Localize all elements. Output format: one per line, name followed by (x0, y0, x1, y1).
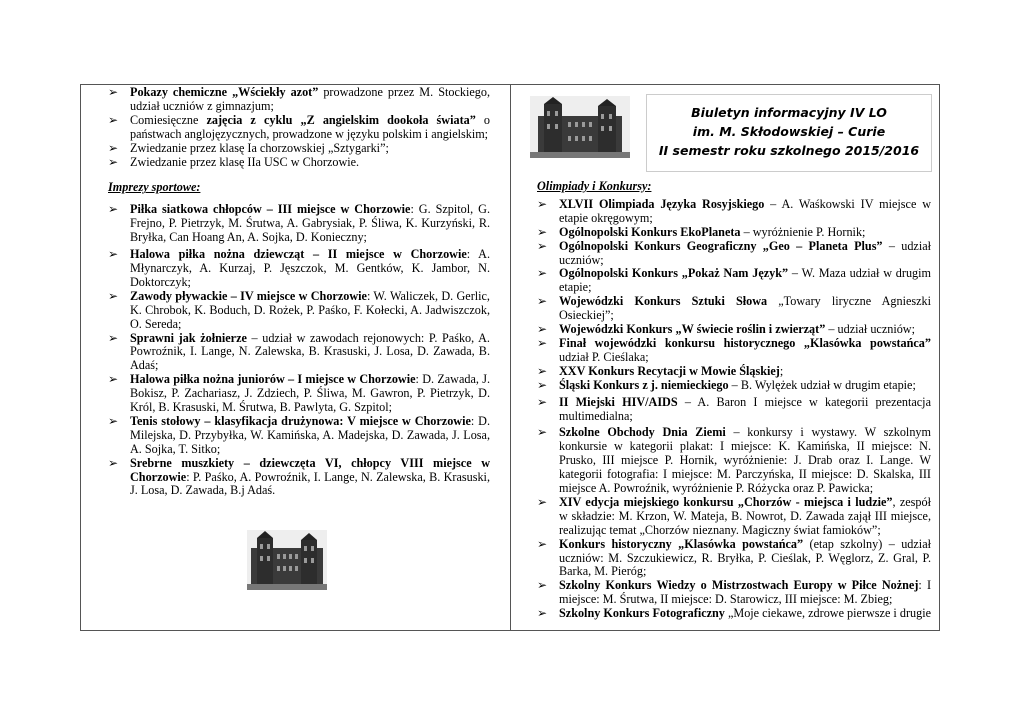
arrow-bullet-icon (537, 365, 547, 379)
list-item: ➢ Wojewódzki Konkurs Sztuki Słowa „Towary liryczne Agnieszki Osieckiej”; (535, 295, 931, 323)
list-item: ➢ Finał wojewódzki konkursu historycznego „Klasówka powstańca” udział P. Cieślaka; (535, 337, 931, 365)
list-item: ➢ Srebrne muszkiety – dziewczęta VI, chłopcy VIII miejsce w Chorzowie: P. Paśko, A. Powroźnik, I. Lange, N. Zalewska, B. Krasuski, J. Losa, D. Zawada, B.j Adaś. (106, 457, 490, 499)
list-item: ➢ Ogólnopolski Konkurs „Pokaż Nam Język” – W. Maza udział w drugim etapie; (535, 267, 931, 295)
section-title-sport: Imprezy sportowe: (108, 180, 201, 195)
arrow-bullet-icon (108, 142, 118, 156)
arrow-bullet-icon (108, 203, 118, 217)
arrow-bullet-icon (108, 86, 118, 100)
arrow-bullet-icon (537, 496, 547, 510)
list-item: ➢ XIV edycja miejskiego konkursu „Chorzów - miejsca i ludzie”, zespół w składzie: M. Krzon, W. Mateja, B. Nowrot, D. Zawada zajął III miejsce, realizując temat „Chorzów nieznany. Magiczny świat famioków”; (535, 496, 931, 538)
arrow-bullet-icon (537, 579, 547, 593)
list-item: ➢ Halowa piłka nożna juniorów – I miejsce w Chorzowie: D. Zawada, J. Bokisz, P. Zachariasz, J. Zdziech, P. Śliwa, M. Gawron, P. Pietrzyk, D. Król, B. Krasuski, M. Śrutwa, B. Pawlyta, G. Szpitol; (106, 373, 490, 415)
arrow-bullet-icon (537, 323, 547, 337)
arrow-bullet-icon (537, 267, 547, 281)
arrow-bullet-icon (537, 396, 547, 410)
arrow-bullet-icon (108, 248, 118, 262)
bulletin-title: Biuletyn informacyjny IV LO (691, 105, 887, 120)
arrow-bullet-icon (108, 415, 118, 429)
arrow-bullet-icon (537, 426, 547, 440)
list-item: ➢ Śląski Konkurs z j. niemieckiego – B. Wylężek udział w drugim etapie; (535, 379, 931, 393)
list-item: ➢ Sprawni jak żołnierze – udział w zawodach rejonowych: P. Paśko, A. Powroźnik, I. Lange, N. Zalewska, B. Krasuski, J. Losa, D. Zawada, B. Adaś; (106, 332, 490, 374)
column-divider (510, 85, 511, 630)
school-building-image (530, 96, 630, 158)
list-item: ➢ Zwiedzanie przez klasę IIa USC w Chorzowie. (106, 156, 490, 170)
arrow-bullet-icon (108, 156, 118, 170)
arrow-bullet-icon (108, 332, 118, 346)
arrow-bullet-icon (537, 198, 547, 212)
left-column (106, 86, 490, 498)
right-column (535, 180, 931, 621)
list-item: ➢ Pokazy chemiczne „Wściekły azot” prowadzone przez M. Stockiego, udział uczniów z gimnazjum; (106, 86, 490, 114)
list-item: ➢ XLVII Olimpiada Języka Rosyjskiego – A. Waśkowski IV miejsce w etapie okręgowym; (535, 198, 931, 226)
list-item: ➢ Zwiedzanie przez klasę Ia chorzowskiej „Sztygarki”; (106, 142, 490, 156)
list-item: ➢ Wojewódzki Konkurs „W świecie roślin i zwierząt” – udział uczniów; (535, 323, 931, 337)
arrow-bullet-icon (108, 114, 118, 128)
arrow-bullet-icon (108, 373, 118, 387)
arrow-bullet-icon (537, 538, 547, 552)
arrow-bullet-icon (537, 295, 547, 309)
list-item: ➢ Halowa piłka nożna dziewcząt – II miejsce w Chorzowie: A. Młynarczyk, A. Kurzaj, P. Jęszczok, M. Gentków, K. Jambor, N. Doktorczyk; (106, 248, 490, 290)
arrow-bullet-icon (108, 290, 118, 304)
list-item: ➢ XXV Konkurs Recytacji w Mowie Śląskiej; (535, 365, 931, 379)
arrow-bullet-icon (108, 457, 118, 471)
list-item: ➢ Tenis stołowy – klasyfikacja drużynowa: V miejsce w Chorzowie: D. Milejska, D. Przybyłka, W. Kamińska, A. Madejska, D. Zawada, J. Losa, A. Sojka, T. Sitko; (106, 415, 490, 457)
list-item: ➢ Ogólnopolski Konkurs Geograficzny „Geo – Planeta Plus” – udział uczniów; (535, 240, 931, 268)
arrow-bullet-icon (537, 240, 547, 254)
arrow-bullet-icon (537, 607, 547, 621)
arrow-bullet-icon (537, 226, 547, 240)
list-item: ➢ Konkurs historyczny „Klasówka powstańca” (etap szkolny) – udział uczniów: M. Szczukiewicz, R. Bryłka, P. Cieślak, P. Węglorz, Z. Gral, P. Barka, M. Pieróg; (535, 538, 931, 580)
list-item: ➢ Szkolny Konkurs Wiedzy o Mistrzostwach Europy w Piłce Nożnej: I miejsce: M. Śrutwa, II miejsce: D. Starowicz, III miejsce: M. Zbieg; (535, 579, 931, 607)
list-item: ➢ Ogólnopolski Konkurs EkoPlaneta – wyróżnienie P. Hornik; (535, 226, 931, 240)
school-name: im. M. Skłodowskiej – Curie (692, 124, 886, 139)
list-item: ➢ Piłka siatkowa chłopców – III miejsce w Chorzowie: G. Szpitol, G. Frejno, P. Pietrzyk, M. Śrutwa, A. Gabrysiak, P. Śliwa, K. Kurzyński, R. Bryłka, Can Hoang An, A. Sojka, D. Konieczny; (106, 203, 490, 245)
list-item: ➢ II Miejski HIV/AIDS – A. Baron I miejsce w kategorii prezentacja multimedialna; (535, 396, 931, 424)
section-title-olympiads: Olimpiady i Konkursy: (537, 179, 652, 193)
semester-line: II semestr roku szkolnego 2015/2016 (658, 143, 920, 158)
school-building-image (247, 530, 327, 590)
arrow-bullet-icon (537, 379, 547, 393)
list-item: ➢ Comiesięczne zajęcia z cyklu „Z angielskim dookoła świata” o państwach anglojęzycznych, prowadzone w języku polskim i angielskim; (106, 114, 490, 142)
list-item: ➢ Zawody pływackie – IV miejsce w Chorzowie: W. Waliczek, D. Gerlic, K. Chrobok, K. Boduch, D. Rożek, P. Paśko, F. Kołecki, A. Jadwiszczok, O. Sereda; (106, 290, 490, 332)
list-item: ➢ Szkolny Konkurs Fotograficzny „Moje ciekawe, zdrowe pierwsze i drugie (535, 607, 931, 621)
bulletin-header (646, 94, 932, 172)
list-item: ➢ Szkolne Obchody Dnia Ziemi – konkursy i wystawy. W szkolnym konkursie w kategorii plakat: I miejsce: K. Kamińska, II miejsce: N. Prusko, III miejsce P. Hornik, wyróżnienie: J. Drab oraz I. Lange. W kategorii fotografia: I miejsce: M. Parczyńska, II miejsce: D. Skalska, III miejsce A. Powroźnik, wyróżnienie P. Różycka oraz P. Pawicka; (535, 426, 931, 496)
arrow-bullet-icon (537, 337, 547, 351)
